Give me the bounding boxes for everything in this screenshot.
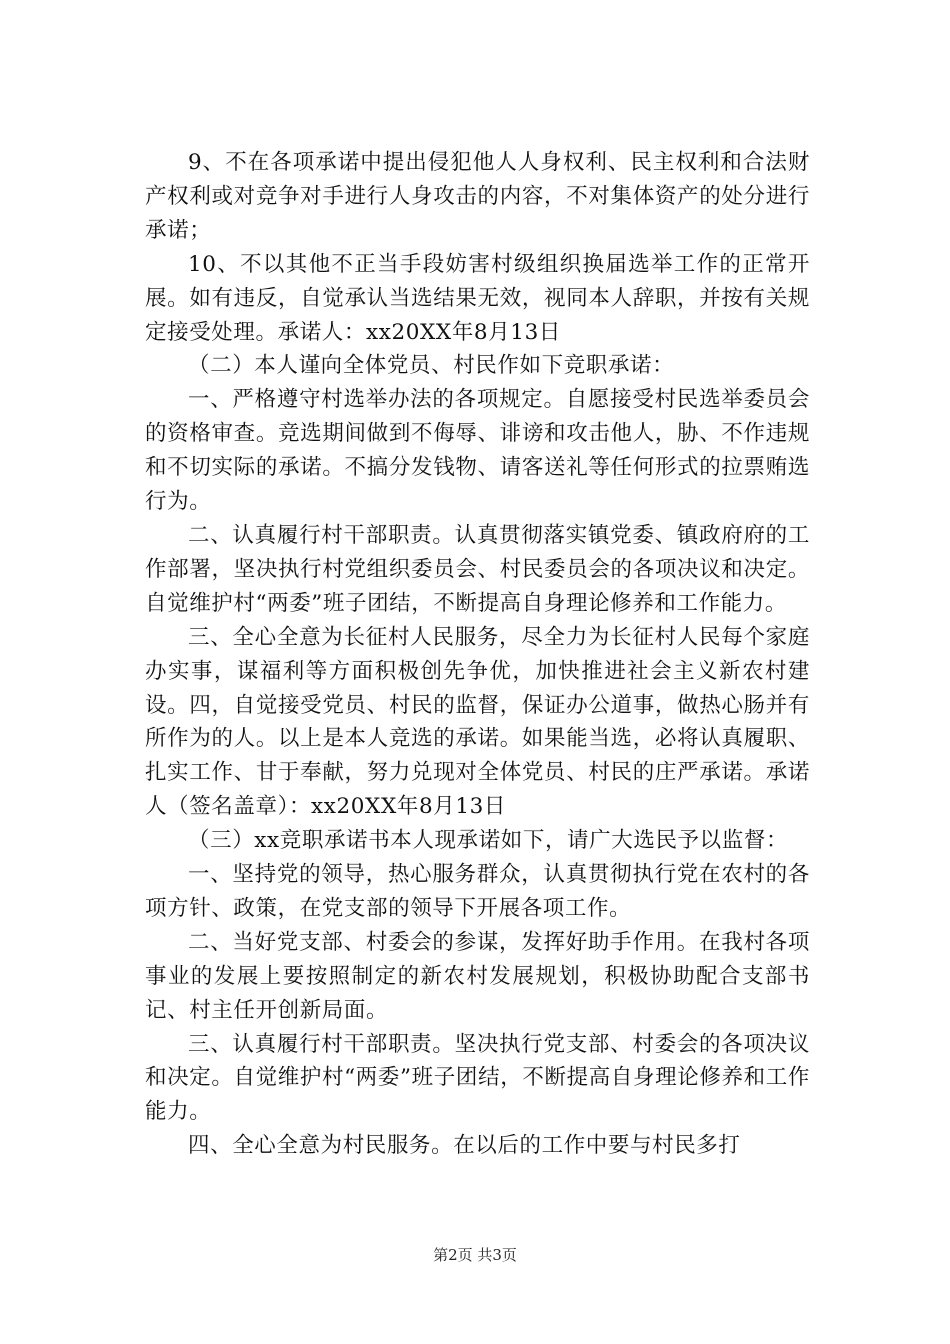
paragraph-pledge-1: 一、严格遵守村选举办法的各项规定。自愿接受村民选举委员会的资格审查。竞选期间做到不侮辱、诽谤和攻击他人，胁、不作违规和不切实际的承诺。不搞分发钱物、请客送礼等任何形式的拉票贿选行为。 [145,387,810,515]
page-footer [0,1245,950,1265]
paragraph-item-9: 9、不在各项承诺中提出侵犯他人人身权利、民主权利和合法财产权利或对竞争对手进行人身攻击的内容，不对集体资产的处分进行承诺； [145,150,810,243]
paragraph-commit-3: 三、认真履行村干部职责。坚决执行党支部、村委会的各项决议和决定。自觉维护村“两委”班子团结，不断提高自身理论修养和工作能力。 [145,1031,810,1125]
paragraph-pledge-3: 三、全心全意为长征村人民服务，尽全力为长征村人民每个家庭办实事，谋福利等方面积极创先争优，加快推进社会主义新农村建设。四，自觉接受党员、村民的监督，保证办公道事，做热心肠并有所作为的人。以上是本人竞选的承诺。如果能当选，必将认真履职、扎实工作、甘于奉献，努力兑现对全体党员、村民的庄严承诺。承诺人（签名盖章）：xx20XX年8月13日 [145,624,810,820]
page-number-label: 第2页 共3页 [433,1246,517,1264]
section-heading-3: （三）xx竞职承诺书本人现承诺如下，请广大选民予以监督： [188,828,789,854]
document-body [145,146,810,1163]
paragraph-commit-2: 二、当好党支部、村委会的参谋，发挥好助手作用。在我村各项事业的发展上要按照制定的新农村发展规划，积极协助配合支部书记、村主任开创新局面。 [145,929,810,1023]
paragraph-item-10: 10、不以其他不正当手段妨害村级组织换届选举工作的正常开展。如有违反，自觉承认当选结果无效，视同本人辞职，并按有关规定接受处理。承诺人：xx20XX年8月13日 [145,251,810,345]
paragraph-pledge-2: 二、认真履行村干部职责。认真贯彻落实镇党委、镇政府府的工作部署，坚决执行村党组织委员会、村民委员会的各项决议和决定。自觉维护村“两委”班子团结，不断提高自身理论修养和工作能力。 [145,522,810,616]
paragraph-commit-4: 四、全心全意为村民服务。在以后的工作中要与村民多打 [188,1133,741,1159]
section-heading-2: （二）本人谨向全体党员、村民作如下竞职承诺： [188,353,675,379]
paragraph-commit-1: 一、坚持党的领导，热心服务群众，认真贯彻执行党在农村的各项方针、政策，在党支部的领导下开展各项工作。 [145,862,810,921]
